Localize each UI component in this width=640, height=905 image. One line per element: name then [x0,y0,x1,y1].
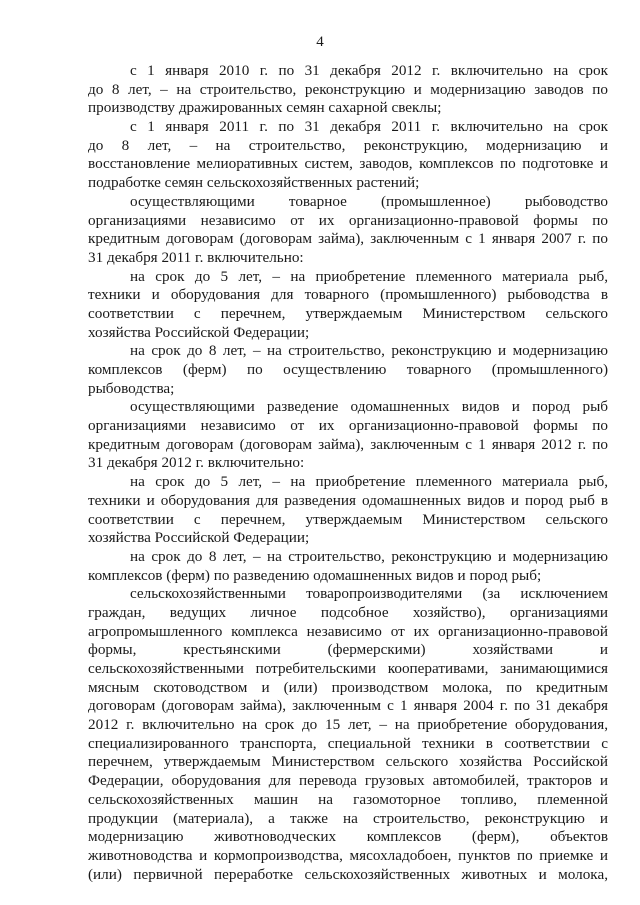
text-line: мясным скотоводством и (или) производством молока, по кредитным [88,678,608,696]
text-line: на срок до 8 лет, – на строительство, реконструкцию и модернизацию [130,342,608,360]
text-line: кредитным договорам (договорам займа), заключенным с 1 января 2007 г. по [88,230,608,248]
text-line: соответствии с перечнем, утверждаемым Министерством сельского [88,304,608,322]
text-line: хозяйства Российской Федерации; [88,529,310,547]
text-line: сельскохозяйственными товаропроизводителями (за исключением [130,585,608,603]
document-body [88,62,608,884]
text-line: с 1 января 2011 г. по 31 декабря 2011 г. включительно на срок [130,118,608,136]
text-line: продукции (материала), а также на строительство, реконструкцию и [88,809,608,827]
text-line: граждан, ведущих личное подсобное хозяйство), организациями [88,603,608,621]
text-line: на срок до 8 лет, – на строительство, реконструкцию и модернизацию [130,547,608,565]
text-line: на срок до 5 лет, – на приобретение племенного материала рыб, [130,267,608,285]
text-line: осуществляющими товарное (промышленное) рыбоводство [130,192,608,210]
text-line: на срок до 5 лет, – на приобретение племенного материала рыб, [130,473,608,491]
text-line: комплексов (ферм) по разведению одомашненных видов и пород рыб; [88,566,542,584]
text-line: сельскохозяйственными потребительскими кооперативами, занимающимися [88,660,608,677]
text-line: сельскохозяйственных машин на газомоторное топливо, племенной [88,790,608,808]
text-line: с 1 января 2010 г. по 31 декабря 2012 г. включительно на срок [130,62,608,79]
text-line: техники и оборудования для разведения одомашненных видов и пород рыб в [88,491,608,509]
page-number: 4 [316,34,324,50]
text-line: производству дражированных семян сахарной свеклы; [88,99,442,117]
text-line: специализированного транспорта, специальной техники в соответствии с [88,734,608,752]
text-line: Федерации, оборудования для перевода грузовых автомобилей, тракторов и [88,772,608,790]
text-line: техники и оборудования для товарного (промышленного) рыбоводства в [88,286,608,304]
text-line: до 8 лет, – на строительство, реконструкцию, модернизацию и [88,136,608,154]
text-line: формы, крестьянскими (фермерскими) хозяйствами и [88,641,608,659]
text-line: восстановление мелиоративных систем, заводов, комплексов по подготовке и [88,155,608,173]
text-line: агропромышленного комплекса независимо от их организационно-правовой [88,622,608,640]
text-line: подработке семян сельскохозяйственных растений; [88,174,420,192]
text-line: 31 декабря 2011 г. включительно: [88,248,304,266]
text-line: 2012 г. включительно на срок до 15 лет, – на приобретение оборудования, [88,716,608,734]
text-line: договорам (договорам займа), заключенным с 1 января 2004 г. по 31 декабря [88,697,608,715]
text-line: хозяйства Российской Федерации; [88,323,310,341]
text-line: модернизацию животноводческих комплексов (ферм), объектов [88,828,608,846]
text-line: перечнем, утверждаемым Министерством сельского хозяйства Российской [88,753,608,771]
text-line: до 8 лет, – на строительство, реконструкцию и модернизацию заводов по [88,80,608,98]
text-line: соответствии с перечнем, утверждаемым Министерством сельского [88,510,608,528]
text-line: организациями независимо от их организационно-правовой формы по [88,417,608,435]
text-line: рыбоводства; [88,379,175,397]
text-line: комплексов (ферм) по осуществлению товарного (промышленного) [88,361,608,378]
text-line: кредитным договорам (договорам займа), заключенным с 1 января 2012 г. по [88,435,608,453]
text-line: организациями независимо от их организационно-правовой формы по [88,211,608,229]
text-line: 31 декабря 2012 г. включительно: [88,454,305,472]
text-line: (или) первичной переработке сельскохозяйственных животных и молока, [88,865,608,883]
text-line: осуществляющими разведение одомашненных видов и пород рыб [130,398,608,416]
text-line: животноводства и кормопроизводства, мясохладобоен, пунктов по приемке и [88,846,608,864]
